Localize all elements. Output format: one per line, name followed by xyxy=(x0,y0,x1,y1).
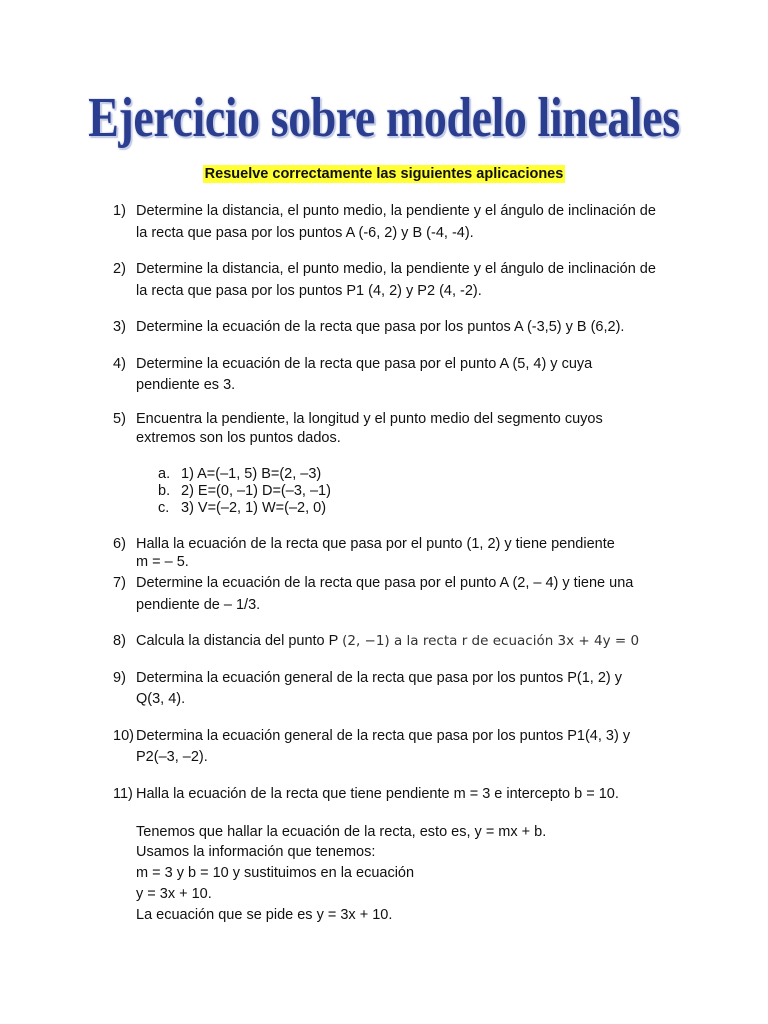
subitem-letter: c. xyxy=(158,500,170,516)
page-title: Ejercicio sobre modelo lineales xyxy=(88,87,680,149)
subtitle-container xyxy=(0,165,768,183)
item-number: 5) xyxy=(113,411,126,427)
item-line: la recta que pasa por los puntos P1 (4, 2) y P2 (4, -2). xyxy=(136,283,482,299)
solution-line: Tenemos que hallar la ecuación de la recta, esto es, y = mx + b. xyxy=(136,824,547,840)
item-line: m = – 5. xyxy=(136,554,189,570)
item-line: Halla la ecuación de la recta que tiene pendiente m = 3 e intercepto b = 10. xyxy=(136,786,619,802)
item-line-lead: Calcula la distancia del punto P xyxy=(136,633,343,649)
item-line: P2(–3, –2). xyxy=(136,749,208,765)
item-line: Determina la ecuación general de la recta que pasa por los puntos P(1, 2) y xyxy=(136,670,623,686)
math-expression: (2, −1) a la recta r de ecuación 3x + 4y = 0 xyxy=(342,633,640,649)
item-line: Determine la distancia, el punto medio, la pendiente y el ángulo de inclinación de xyxy=(136,203,656,219)
solution-line: La ecuación que se pide es y = 3x + 10. xyxy=(136,907,393,923)
item-number: 7) xyxy=(113,575,126,591)
subitem-text: 1) A=(–1, 5) B=(2, –3) xyxy=(181,466,322,482)
item-number: 11) xyxy=(113,786,133,802)
item-line: Determine la ecuación de la recta que pasa por el punto A (5, 4) y cuya xyxy=(136,356,593,372)
item-number: 4) xyxy=(113,356,126,372)
item-number: 9) xyxy=(113,670,126,686)
item-line: Q(3, 4). xyxy=(136,691,186,707)
item-number: 10) xyxy=(113,728,134,744)
item-number: 2) xyxy=(113,261,126,277)
solution-line: y = 3x + 10. xyxy=(136,886,212,902)
item-line: Determine la distancia, el punto medio, la pendiente y el ángulo de inclinación de xyxy=(136,261,656,277)
item-number: 1) xyxy=(113,203,126,219)
item-line: la recta que pasa por los puntos A (-6, 2) y B (-4, -4). xyxy=(136,225,474,241)
subtitle: Resuelve correctamente las siguientes aplicaciones xyxy=(204,166,564,182)
item-line: Determine la ecuación de la recta que pasa por el punto A (2, – 4) y tiene una xyxy=(136,575,634,591)
subitem-letter: b. xyxy=(158,483,171,499)
item-line: Determina la ecuación general de la recta que pasa por los puntos P1(4, 3) y xyxy=(136,728,631,744)
subitem-text: 2) E=(0, –1) D=(–3, –1) xyxy=(181,483,331,499)
item-line: Halla la ecuación de la recta que pasa por el punto (1, 2) y tiene pendiente xyxy=(136,536,615,552)
solution-line: m = 3 y b = 10 y sustituimos en la ecuación xyxy=(136,865,415,881)
item-number: 6) xyxy=(113,536,126,552)
item-number: 8) xyxy=(113,633,126,649)
item-number: 3) xyxy=(113,319,126,335)
solution-line: Usamos la información que tenemos: xyxy=(136,844,376,860)
subitem-text: 3) V=(–2, 1) W=(–2, 0) xyxy=(181,500,327,516)
item-line: pendiente es 3. xyxy=(136,377,236,393)
item-line: Encuentra la pendiente, la longitud y el punto medio del segmento cuyos xyxy=(136,411,603,427)
item-line: extremos son los puntos dados. xyxy=(136,430,341,446)
item-line xyxy=(136,632,639,650)
item-line: pendiente de – 1/3. xyxy=(136,597,261,613)
item-line: Determine la ecuación de la recta que pasa por los puntos A (-3,5) y B (6,2). xyxy=(136,319,625,335)
subitem-letter: a. xyxy=(158,466,171,482)
